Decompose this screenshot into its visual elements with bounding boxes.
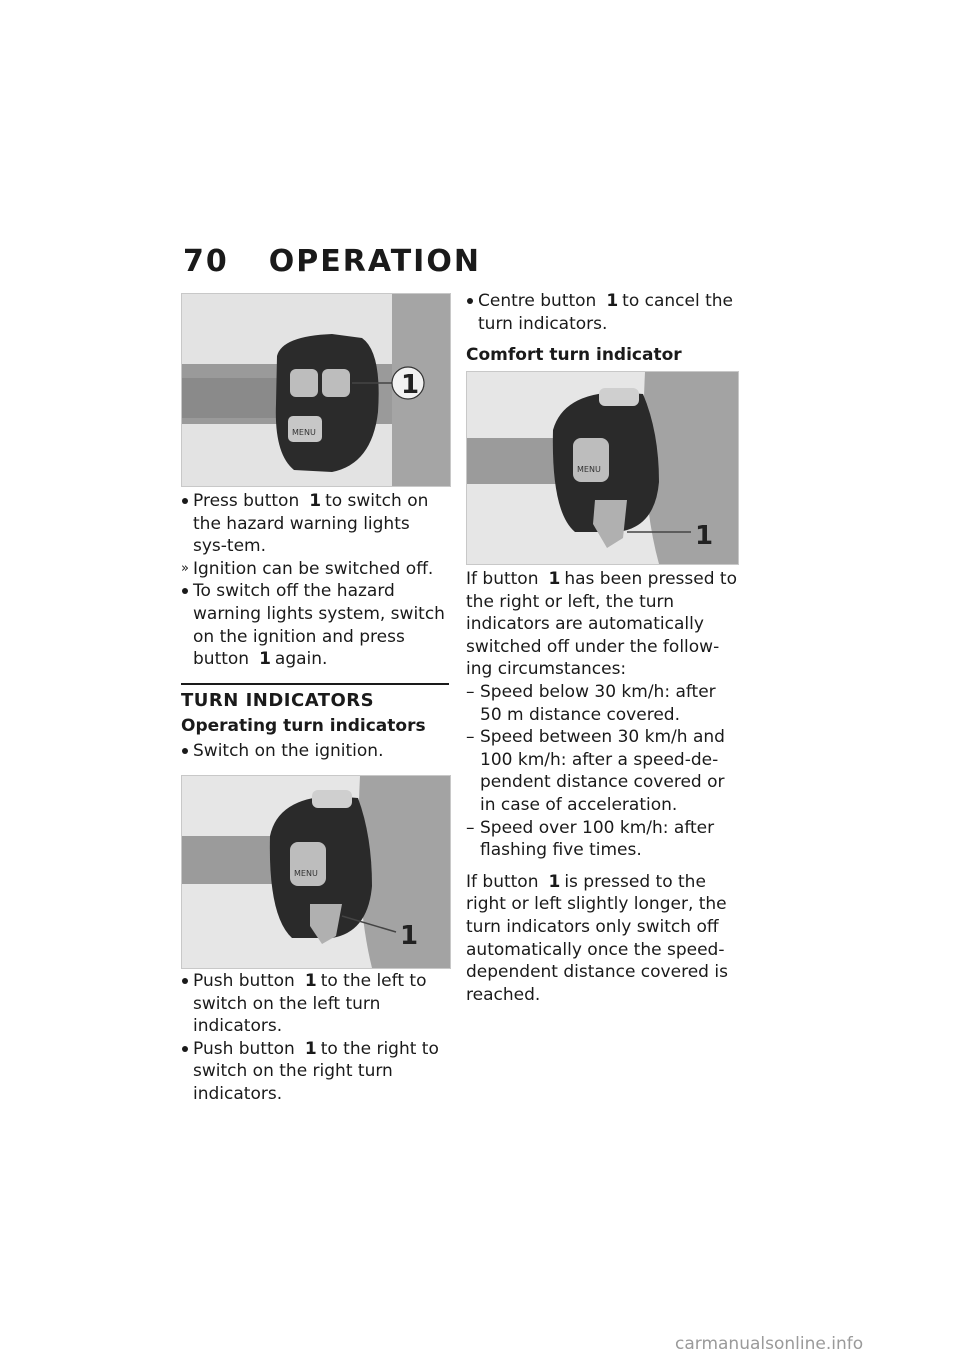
figure-turn-switch	[181, 775, 451, 969]
dash-marker: –	[466, 817, 475, 838]
bullet-item: To switch off the hazard warning lights system, switch on the ignition and press button 1 again.	[193, 581, 445, 670]
hazard-switch-illustration	[182, 294, 450, 486]
bullet-item: Push button 1 to the left to switch on the left turn indicators.	[193, 971, 427, 1037]
chapter-title: OPERATION	[268, 244, 481, 279]
turn-cancel-instruction	[466, 290, 738, 335]
turn-switch-illustration	[182, 776, 450, 968]
condition-item: – Speed between 30 km/h and 100 km/h: after a speed-de-pendent distance covered or in case of acceleration.	[466, 727, 725, 815]
bullet-item: Centre button 1 to cancel the turn indicators.	[478, 291, 734, 334]
result-item: » Ignition can be switched off.	[181, 558, 434, 579]
paragraph: If button 1 is pressed to the right or left slightly longer, the turn indicators only switch off automatically once the speed-dependent distance covered is reached.	[466, 871, 728, 1005]
condition-item: – Speed below 30 km/h: after 50 m distance covered.	[466, 681, 716, 725]
button-reference: 1	[606, 291, 619, 311]
section-title: TURN INDICATORS	[181, 690, 375, 711]
subsection-title: Operating turn indicators	[181, 716, 426, 736]
paragraph: If button 1 has been pressed to the right or left, the turn indicators are automatically switched off under the follow-ing circumstances:	[466, 569, 737, 680]
page-number: 70	[183, 244, 229, 279]
figure-callout-number: 1	[400, 921, 419, 951]
comfort-switch-illustration	[467, 372, 738, 564]
figure-callout-number: 1	[401, 370, 420, 400]
bullet-item: Push button 1 to the right to switch on the right turn indicators.	[193, 1038, 439, 1104]
subsection-title: Comfort turn indicator	[466, 345, 682, 365]
button-reference: 1	[259, 649, 271, 670]
bullet-item: Switch on the ignition.	[193, 741, 384, 761]
dash-marker: –	[466, 681, 475, 702]
button-reference: 1	[548, 569, 561, 589]
figure-hazard-switch	[181, 293, 451, 487]
menu-label: MENU	[292, 428, 316, 437]
button-reference: 1	[304, 1038, 317, 1059]
dash-marker: –	[466, 727, 475, 748]
footer-watermark: carmanualsonline.info	[675, 1334, 864, 1354]
figure-callout-number: 1	[695, 521, 714, 551]
hazard-instructions	[181, 490, 449, 671]
turn-step-ignition	[181, 740, 449, 763]
page-header	[183, 244, 481, 279]
button-reference: 1	[548, 871, 561, 892]
turn-instructions	[181, 970, 449, 1106]
comfort-description	[466, 568, 738, 1015]
figure-comfort-switch	[466, 371, 739, 565]
result-marker: »	[181, 560, 189, 576]
bullet-item: Press button 1 to switch on the hazard warning lights sys-tem.	[193, 491, 429, 557]
section-divider	[181, 683, 449, 685]
menu-label: MENU	[294, 869, 318, 878]
button-reference: 1	[309, 491, 322, 511]
menu-label: MENU	[577, 465, 601, 474]
button-reference: 1	[304, 971, 317, 991]
condition-item: – Speed over 100 km/h: after flashing five times.	[466, 817, 715, 861]
